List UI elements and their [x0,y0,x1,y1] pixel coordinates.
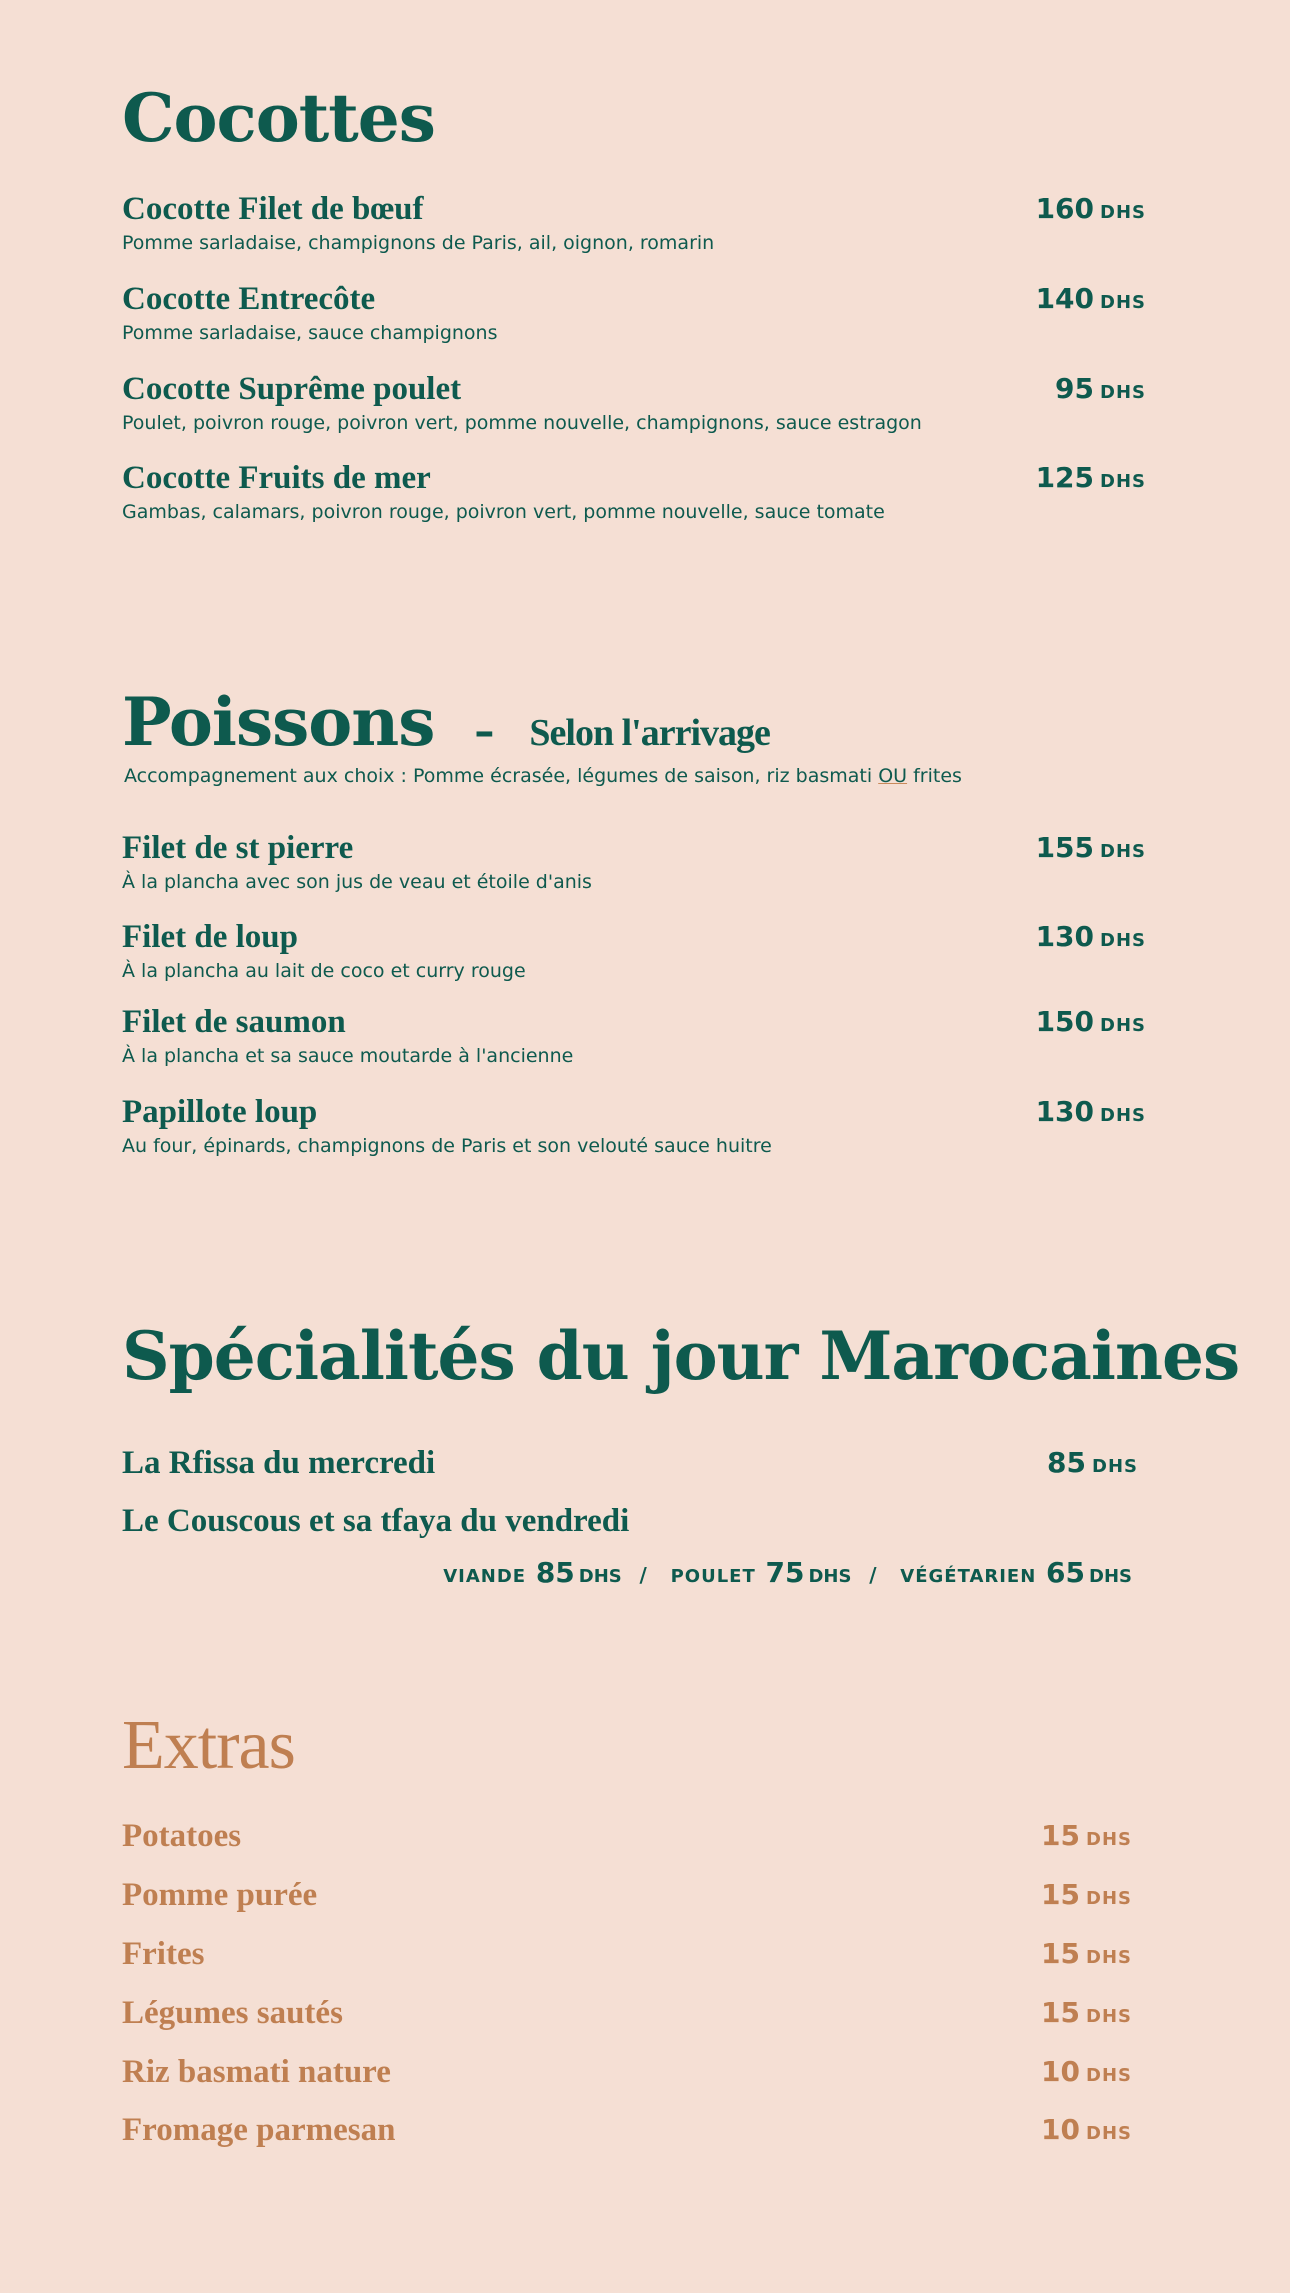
menu-item [122,1935,1132,1973]
menu-item [122,1093,1146,1159]
option-currency: DHS [808,1566,852,1587]
menu-item [122,1876,1132,1914]
item-name: Frites [122,1936,205,1972]
note-text: frites [907,765,962,787]
accompaniment-note [124,763,962,789]
menu-item [122,459,1146,525]
item-price: 15 DHS [1041,1819,1132,1852]
menu-item [122,280,1146,346]
option-currency: DHS [1089,1566,1132,1587]
item-name: La Rfissa du mercredi [122,1445,436,1481]
item-name: Cocotte Filet de bœuf [122,191,424,227]
item-name: Fromage parmesan [122,2112,396,2148]
menu-item [122,829,1146,895]
item-name: Cocotte Suprême poulet [122,371,462,407]
item-description: Au four, épinards, champignons de Paris et son velouté sauce huitre [122,1135,772,1157]
menu-item [122,2053,1132,2091]
menu-item [122,1817,1132,1855]
item-price: 160 DHS [1035,192,1146,225]
note-ou: OU [878,765,908,787]
item-price: 15 DHS [1041,1937,1132,1970]
item-price: 130 DHS [1035,1095,1146,1128]
poissons-subtitle: Selon l'arrivage [529,712,770,754]
item-name: Filet de saumon [122,1004,346,1040]
menu-item [122,370,1146,436]
option-price: 75 [765,1556,805,1589]
menu-item [122,918,1146,984]
item-price: 155 DHS [1035,831,1146,864]
item-name: Potatoes [122,1818,242,1854]
item-name: Filet de st pierre [122,830,354,866]
poissons-title-text: Poissons [122,683,435,761]
item-name: Légumes sautés [122,1995,343,2031]
menu-item [122,1444,1138,1482]
item-name: Cocotte Entrecôte [122,281,376,317]
item-name: Le Couscous et sa tfaya du vendredi [122,1503,630,1539]
item-price: 10 DHS [1041,2113,1132,2146]
option-label: VIANDE [443,1566,527,1587]
option-label: VÉGÉTARIEN [900,1566,1037,1587]
option-currency: DHS [578,1566,622,1587]
option-separator: / [869,1563,877,1587]
item-price: 10 DHS [1041,2055,1132,2088]
item-description: Gambas, calamars, poivron rouge, poivron vert, pomme nouvelle, sauce tomate [122,501,885,523]
item-price: 85 DHS [1047,1446,1138,1479]
item-name: Cocotte Fruits de mer [122,460,431,496]
item-description: Pomme sarladaise, champignons de Paris, ail, oignon, romarin [122,232,715,254]
item-price: 140 DHS [1035,282,1146,315]
item-description: À la plancha et sa sauce moutarde à l'ancienne [122,1045,574,1067]
item-price: 15 DHS [1041,1996,1132,2029]
menu-item [122,190,1146,256]
item-description: Pomme sarladaise, sauce champignons [122,322,498,344]
item-description: Poulet, poivron rouge, poivron vert, pomme nouvelle, champignons, sauce estragon [122,412,922,434]
note-text: Accompagnement aux choix : Pomme écrasée, légumes de saison, riz basmati [124,765,879,787]
item-name: Pomme purée [122,1877,318,1913]
couscous-price-options [443,1556,1132,1589]
item-name: Filet de loup [122,919,299,955]
specialites-title: Spécialités du jour Marocaines [122,1317,1240,1395]
cocottes-title: Cocottes [122,79,435,157]
item-description: À la plancha avec son jus de veau et étoile d'anis [122,871,592,893]
extras-title: Extras [122,1707,295,1784]
option-price: 65 [1046,1556,1086,1589]
option-label: POULET [670,1566,756,1587]
title-dash: – [474,709,494,755]
item-name: Papillote loup [122,1094,318,1130]
menu-item [122,1502,1146,1540]
item-price: 150 DHS [1035,1005,1146,1038]
item-price: 125 DHS [1035,461,1146,494]
option-separator: / [639,1563,647,1587]
menu-item [122,1994,1132,2032]
menu-item [122,2111,1132,2149]
poissons-title [122,682,770,773]
item-name: Riz basmati nature [122,2054,391,2090]
item-price: 95 DHS [1055,372,1146,405]
item-price: 15 DHS [1041,1878,1132,1911]
option-price: 85 [535,1556,575,1589]
item-description: À la plancha au lait de coco et curry rouge [122,960,526,982]
item-price: 130 DHS [1035,920,1146,953]
menu-item [122,1003,1146,1069]
